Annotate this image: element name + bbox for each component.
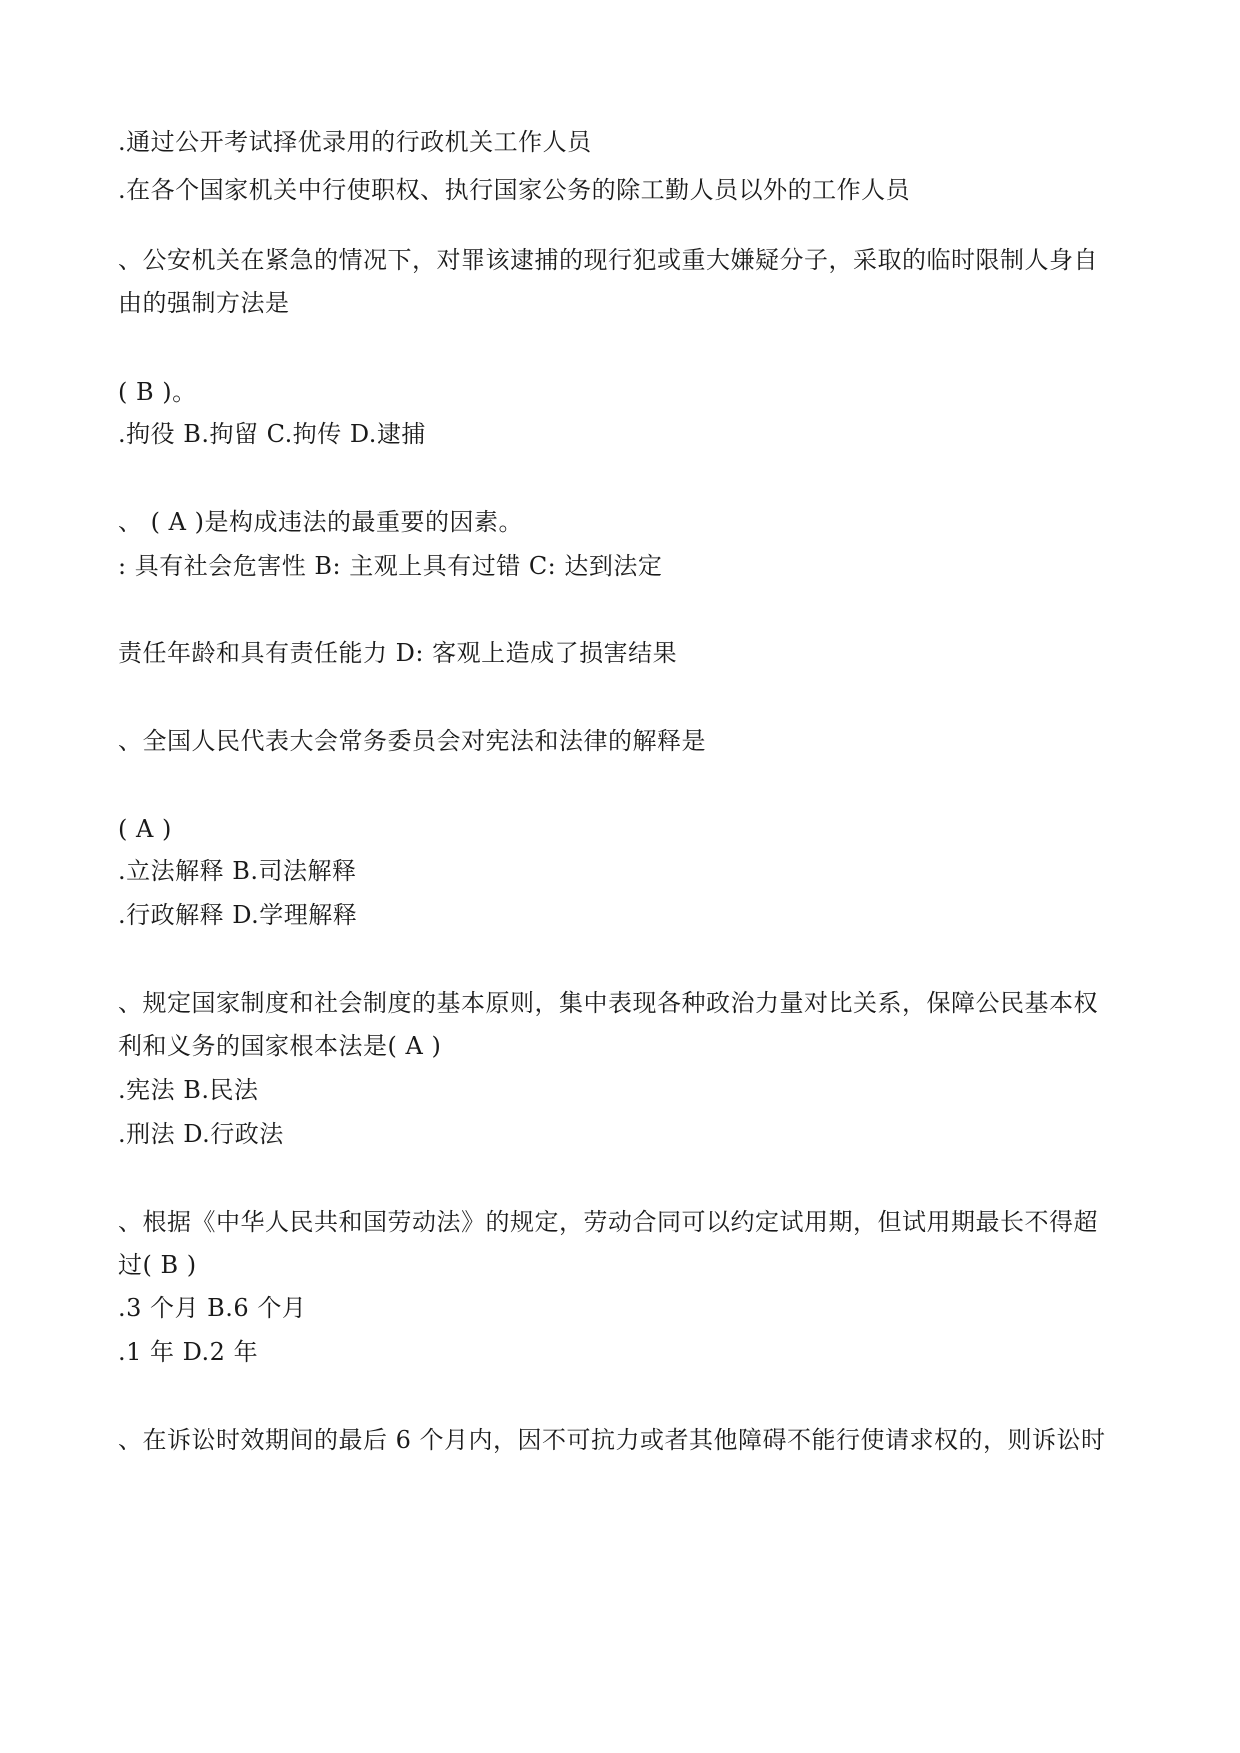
option-line: .在各个国家机关中行使职权、执行国家公务的除工勤人员以外的工作人员 — [118, 176, 911, 204]
question-line: 、规定国家制度和社会制度的基本原则，集中表现各种政治力量对比关系，保障公民基本权 — [118, 989, 1098, 1017]
question-line: 、在诉讼时效期间的最后 6 个月内，因不可抗力或者其他障碍不能行使请求权的，则诉讼时 — [118, 1426, 1106, 1454]
option-line: : 具有社会危害性 B: 主观上具有过错 C: 达到法定 — [118, 552, 663, 580]
option-line: .刑法 D.行政法 — [118, 1120, 284, 1148]
question-line: 、全国人民代表大会常务委员会对宪法和法律的解释是 — [118, 727, 706, 755]
question-line: 、公安机关在紧急的情况下，对罪该逮捕的现行犯或重大嫌疑分子，采取的临时限制人身自 — [118, 246, 1098, 274]
answer-line: ( A ) — [118, 815, 172, 843]
option-line: .立法解释 B.司法解释 — [118, 857, 357, 885]
option-line: .3 个月 B.6 个月 — [118, 1294, 307, 1322]
option-line: .行政解释 D.学理解释 — [118, 901, 358, 929]
question-line: 、根据《中华人民共和国劳动法》的规定，劳动合同可以约定试用期，但试用期最长不得超 — [118, 1208, 1098, 1236]
option-line: .拘役 B.拘留 C.拘传 D.逮捕 — [118, 420, 426, 448]
question-line: 、 ( A )是构成违法的最重要的因素。 — [118, 508, 523, 536]
question-line: 由的强制方法是 — [118, 289, 290, 317]
option-line: .1 年 D.2 年 — [118, 1338, 259, 1366]
question-line: 过( B ) — [118, 1251, 197, 1279]
question-line: 利和义务的国家根本法是( A ) — [118, 1032, 442, 1060]
option-line: .宪法 B.民法 — [118, 1076, 259, 1104]
option-line: 责任年龄和具有责任能力 D: 客观上造成了损害结果 — [118, 639, 678, 667]
answer-line: ( B )。 — [118, 378, 197, 406]
option-line: .通过公开考试择优录用的行政机关工作人员 — [118, 128, 592, 156]
